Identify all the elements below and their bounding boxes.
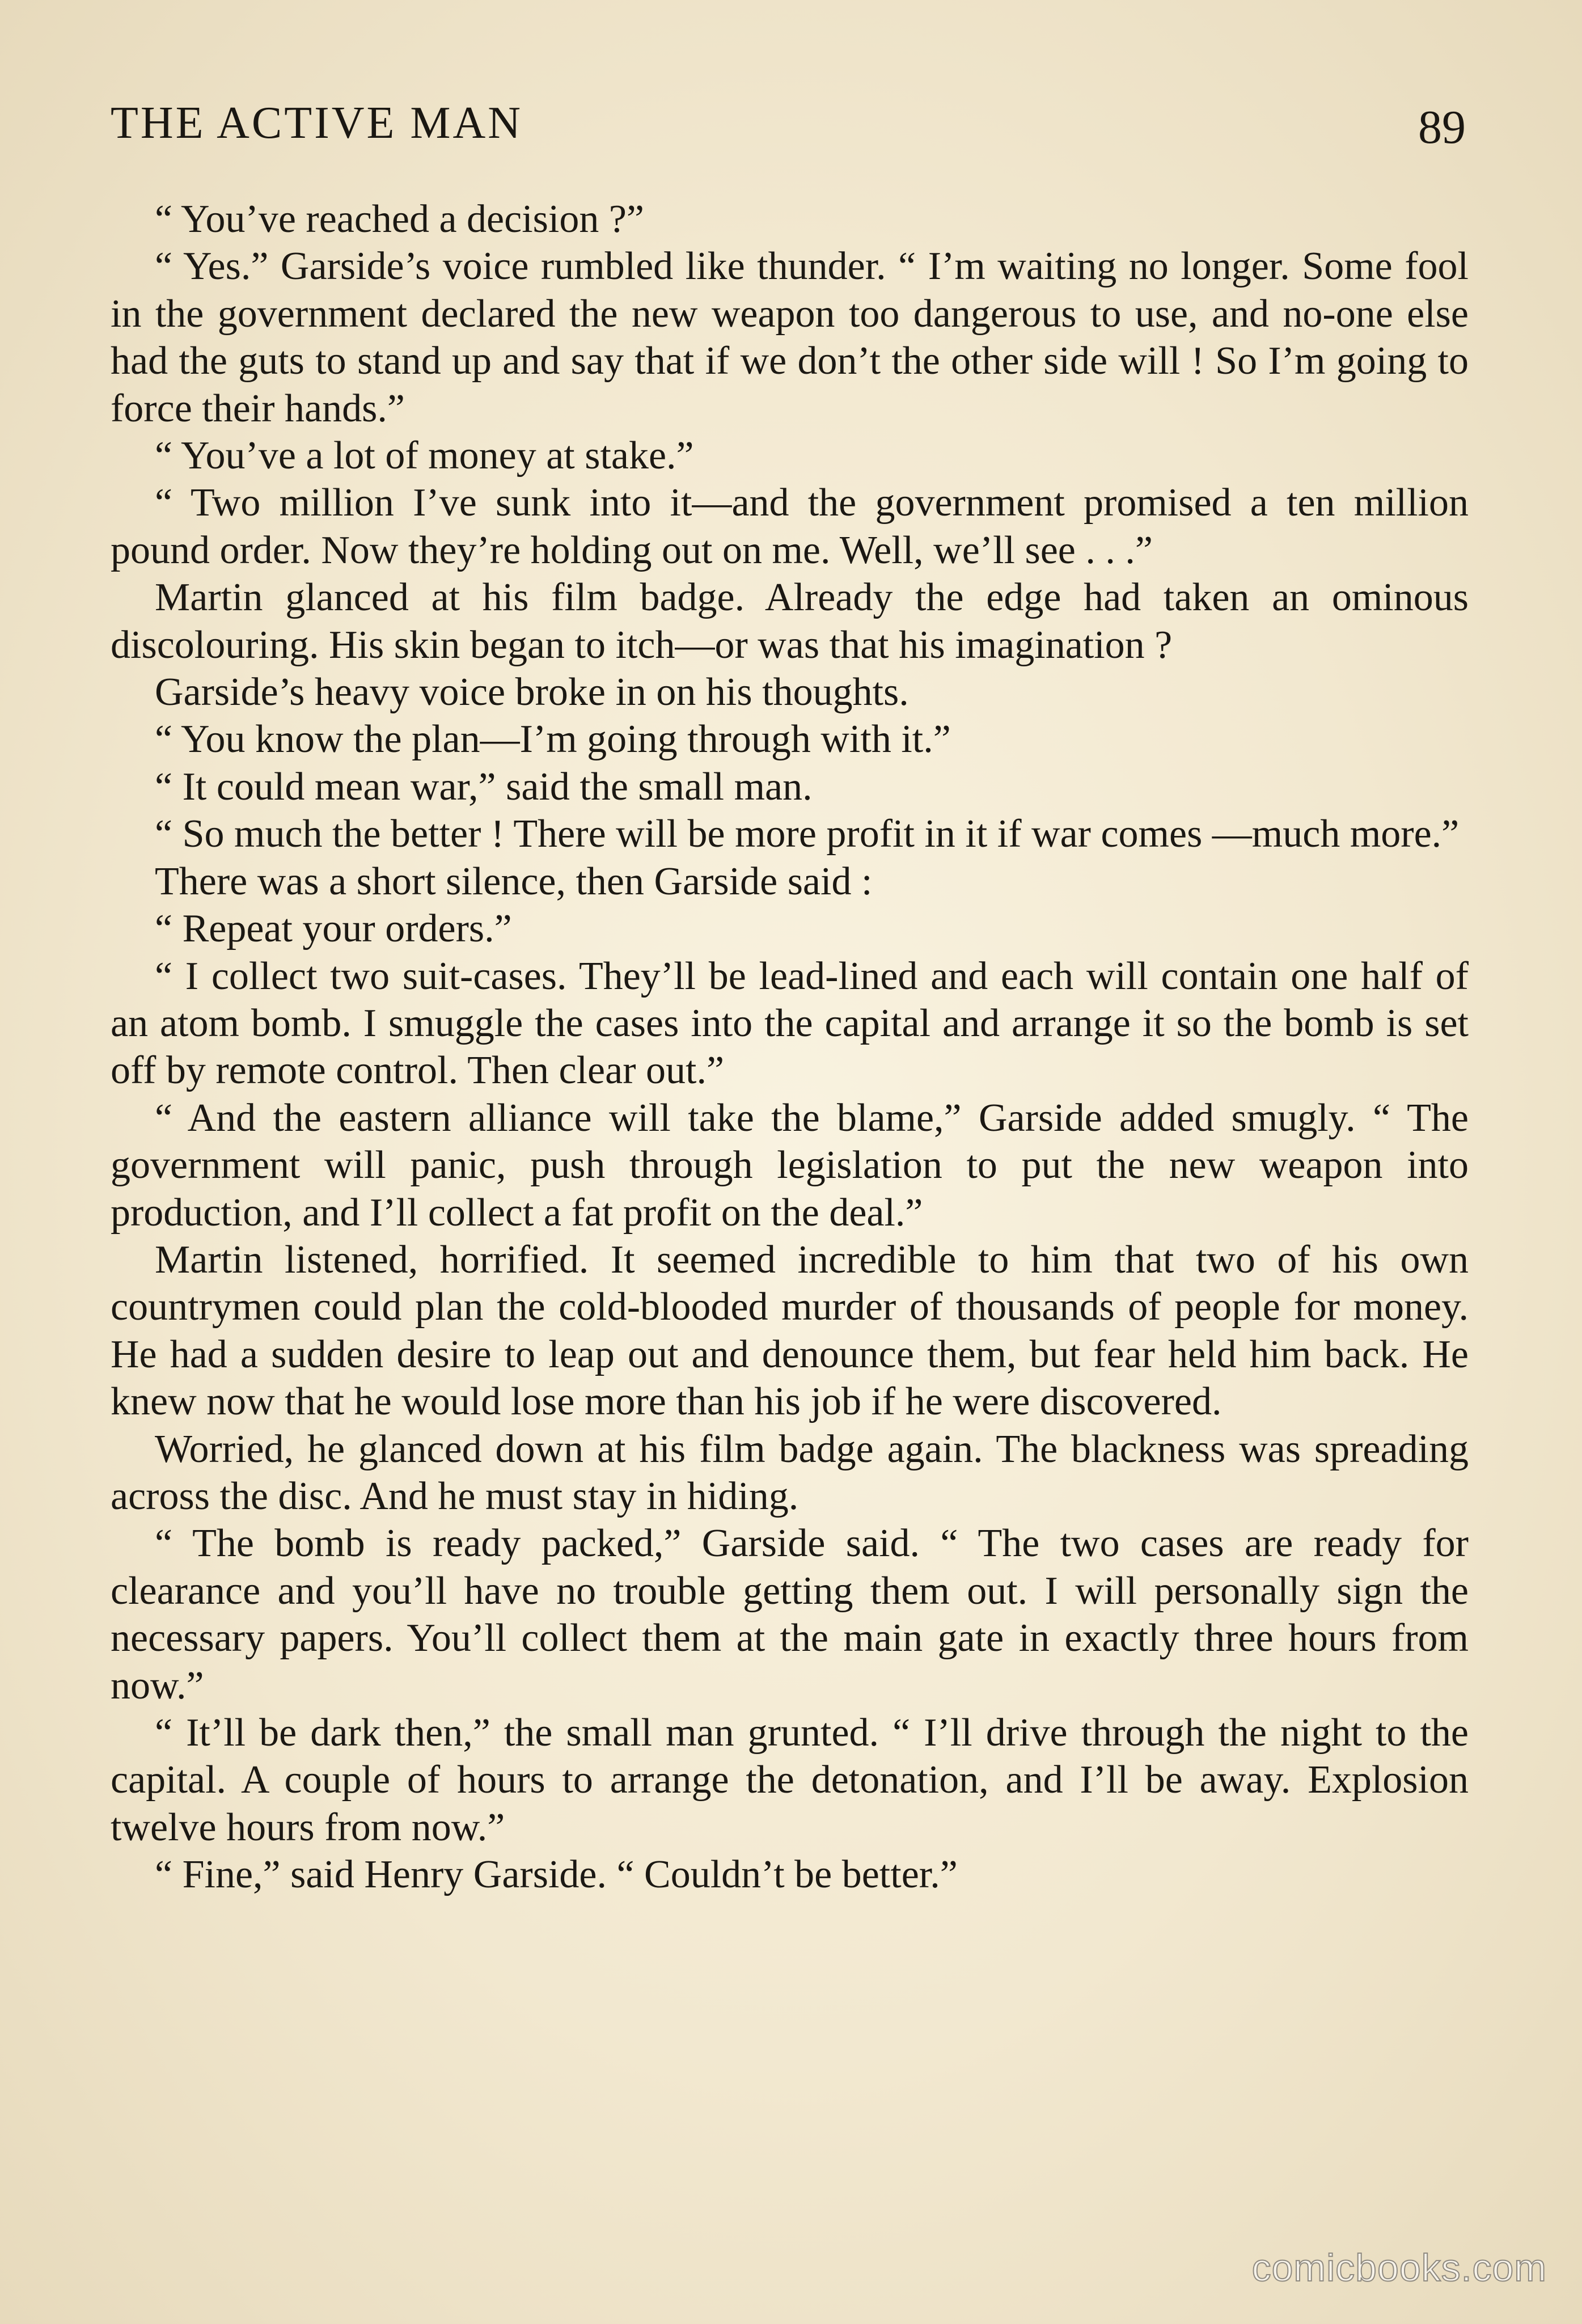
- paragraph: Martin glanced at his film badge. Already the edge had taken an ominous discolouring. His skin began to itch—or was that his imagination ?: [111, 576, 1469, 667]
- paragraph: “ Repeat your orders.”: [155, 907, 512, 951]
- paragraph: “ You’ve a lot of money at stake.”: [155, 434, 694, 478]
- watermark: comicbooks.com: [1251, 2246, 1547, 2289]
- paragraph: “ Two million I’ve sunk into it—and the government promised a ten million pound order. Now they’re holding out on me. Well, we’ll see . . .”: [111, 481, 1469, 572]
- paragraph: “ Fine,” said Henry Garside. “ Couldn’t be better.”: [155, 1853, 958, 1897]
- paragraph: Garside’s heavy voice broke in on his thoughts.: [155, 670, 909, 715]
- page-number: 89: [1418, 101, 1466, 154]
- paragraph: There was a short silence, then Garside said :: [155, 859, 873, 903]
- paragraph: “ The bomb is ready packed,” Garside said. “ The two cases are ready for clearance and you’ll have no trouble getting them out. I will personally sign the necessary papers. You’ll collect them at the main gate in exactly three hours from now.”: [111, 1522, 1469, 1708]
- paragraph: “ So much the better ! There will be more profit in it if war comes —much more.”: [155, 812, 1460, 856]
- paragraph: “ You’ve reached a decision ?”: [155, 197, 644, 241]
- paragraph: Worried, he glanced down at his film badge again. The blackness was spreading across the disc. And he must stay in hiding.: [111, 1427, 1469, 1518]
- body-text: [111, 196, 1469, 1899]
- paragraph: “ It could mean war,” said the small man.: [155, 764, 813, 809]
- paragraph: “ I collect two suit-cases. They’ll be lead-lined and each will contain one half of an atom bomb. I smuggle the cases into the capital and arrange it so the bomb is set off by remote control. Then clear out.”: [111, 954, 1469, 1093]
- paragraph: “ Yes.” Garside’s voice rumbled like thunder. “ I’m waiting no longer. Some fool in the government declared the new weapon too dangerous to use, and no-one else had the guts to stand up and say that if we don’t the other side will ! So I’m going to force their hands.”: [111, 244, 1469, 430]
- running-title: THE ACTIVE MAN: [111, 98, 523, 148]
- paragraph: Martin listened, horrified. It seemed incredible to him that two of his own countrymen could plan the cold-blooded murder of thousands of people for money. He had a sudden desire to leap out and denounce them, but fear held him back. He knew now that he would lose more than his job if he were discovered.: [111, 1237, 1469, 1424]
- page-header: [111, 98, 1466, 160]
- paragraph: “ It’ll be dark then,” the small man grunted. “ I’ll drive through the night to the capital. A couple of hours to arrange the detonation, and I’ll be away. Explosion twelve hours from now.”: [111, 1711, 1469, 1849]
- paragraph: “ And the eastern alliance will take the blame,” Garside added smugly. “ The government will panic, push through legislation to put the new weapon into production, and I’ll collect a fat profit on the deal.”: [111, 1096, 1469, 1235]
- paragraph: “ You know the plan—I’m going through with it.”: [155, 717, 951, 762]
